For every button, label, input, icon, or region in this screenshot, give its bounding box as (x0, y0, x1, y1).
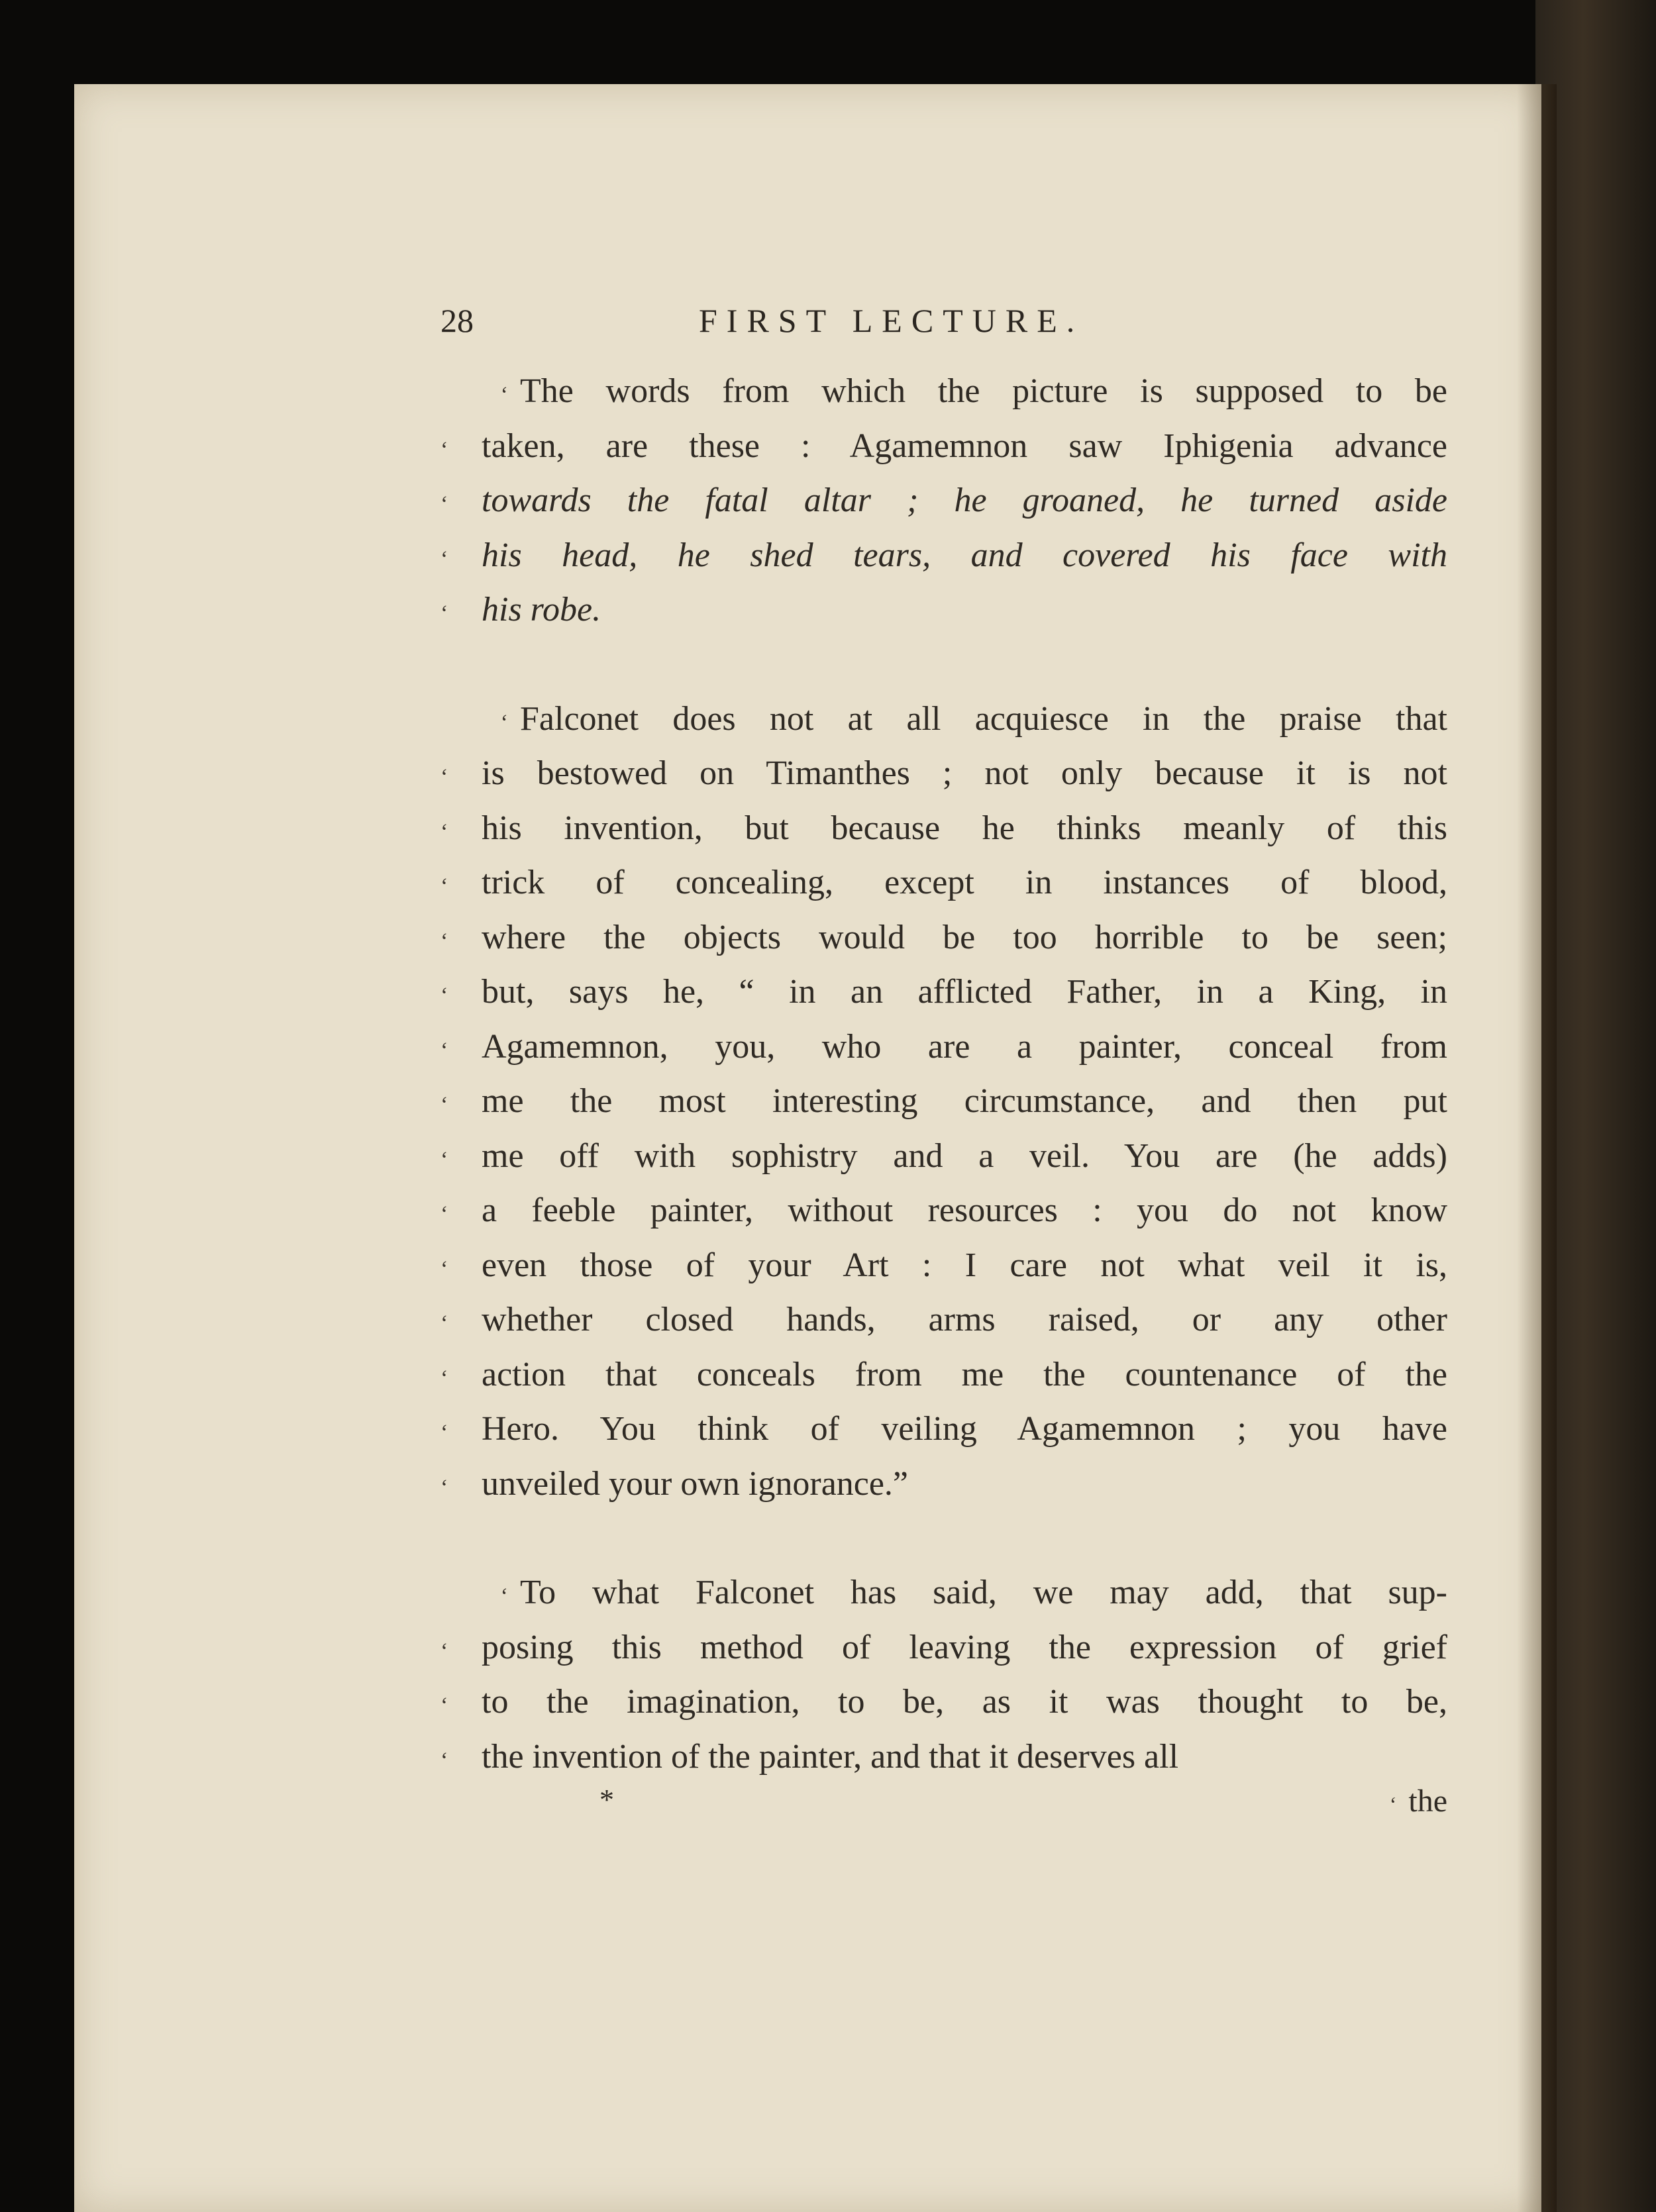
paragraph (440, 364, 1447, 638)
quotation-mark: ‘ (440, 1421, 448, 1445)
quotation-mark: ‘ (440, 1366, 448, 1391)
line-text: Falconet does not at all acquiesce in the praise that (520, 699, 1447, 738)
quotation-mark: ‘ (440, 819, 448, 844)
text-line (440, 1348, 1447, 1403)
text-line (440, 1402, 1447, 1457)
quotation-mark: ‘ (440, 1311, 448, 1336)
line-text: me off with sophistry and a veil. You are (he adds) (482, 1136, 1447, 1175)
quotation-mark: ‘ (440, 1202, 448, 1227)
quotation-mark: ‘ (440, 1475, 448, 1500)
quotation-mark: ‘ (440, 1693, 448, 1718)
quotation-mark: ‘ (440, 1256, 448, 1282)
text-line (440, 364, 1447, 419)
text-line (440, 965, 1447, 1020)
page-footer (440, 1783, 1447, 1823)
text-line (440, 1074, 1447, 1129)
line-text: whether closed hands, arms raised, or any other (482, 1301, 1447, 1338)
line-text: action that conceals from me the countenance of the (482, 1355, 1447, 1393)
quotation-mark: ‘ (440, 492, 448, 517)
line-text: where the objects would be too horrible to be seen; (482, 918, 1447, 956)
line-text: taken, are these : Agamemnon saw Iphigenia advance (482, 427, 1447, 465)
text-line (440, 746, 1447, 801)
text-line (440, 1020, 1447, 1075)
text-line (440, 419, 1447, 474)
page-header (440, 301, 1447, 341)
text-line (440, 801, 1447, 856)
line-text: Hero. You think of veiling Agamemnon ; you have (482, 1410, 1447, 1448)
line-text: To what Falconet has said, we may add, that sup- (520, 1574, 1447, 1611)
quotation-mark: ‘ (500, 1584, 508, 1609)
text-line (440, 1129, 1447, 1184)
quotation-mark: ‘ (440, 601, 448, 626)
line-text: The words from which the picture is supposed to be (520, 372, 1447, 410)
text-line (440, 583, 1447, 638)
quotation-mark: ‘ (440, 765, 448, 789)
text-line (440, 1730, 1447, 1785)
text-line (440, 528, 1447, 583)
line-text: but, says he, “ in an afflicted Father, in a King, in (482, 973, 1447, 1011)
line-text: a feeble painter, without resources : you do not know (482, 1191, 1447, 1229)
page-gutter-shadow (1517, 84, 1557, 2212)
quotation-mark: ‘ (440, 1038, 448, 1063)
quotation-mark: ‘ (440, 1748, 448, 1773)
quotation-mark: ‘ (440, 1093, 448, 1117)
quotation-mark: ‘ (1389, 1792, 1397, 1816)
line-text: the invention of the painter, and that it deserves all (482, 1737, 1179, 1776)
paragraph (440, 692, 1447, 1512)
catchword (1390, 1783, 1447, 1819)
quotation-mark: ‘ (440, 546, 448, 572)
text-line (440, 1675, 1447, 1730)
line-text: unveiled your own ignorance.” (482, 1464, 909, 1503)
line-text: his head, he shed tears, and covered his face with (482, 536, 1447, 574)
quotation-mark: ‘ (440, 437, 448, 462)
page-number: 28 (440, 302, 474, 339)
running-head: FIRST LECTURE. (699, 302, 1084, 339)
text-line (440, 1183, 1447, 1238)
line-text: towards the fatal altar ; he groaned, he turned aside (482, 481, 1447, 519)
quotation-mark: ‘ (440, 1638, 448, 1664)
text-line (440, 911, 1447, 966)
catchword-text: the (1408, 1784, 1447, 1819)
line-text: posing this method of leaving the expression of grief (482, 1628, 1447, 1666)
quotation-mark: ‘ (440, 1147, 448, 1172)
line-text: trick of concealing, except in instances of blood, (482, 864, 1447, 901)
text-line (440, 1566, 1447, 1621)
text-line (440, 856, 1447, 911)
line-text: even those of your Art : I care not what veil it is, (482, 1246, 1447, 1284)
text-line (440, 1621, 1447, 1676)
line-text: is bestowed on Timanthes ; not only because it is not (482, 754, 1447, 792)
text-line (440, 692, 1447, 747)
quotation-mark: ‘ (500, 383, 508, 407)
line-text: his robe. (482, 591, 601, 628)
line-text: his invention, but because he thinks meanly of this (482, 809, 1447, 847)
quotation-mark: ‘ (500, 710, 508, 735)
line-text: Agamemnon, you, who are a painter, conceal from (482, 1027, 1447, 1066)
text-line (440, 474, 1447, 528)
line-text: to the imagination, to be, as it was thought to be, (482, 1683, 1447, 1721)
quotation-mark: ‘ (440, 983, 448, 1008)
line-text: me the most interesting circumstance, and then put (482, 1082, 1447, 1120)
text-line (440, 1238, 1447, 1293)
text-line (440, 1457, 1447, 1512)
quotation-mark: ‘ (440, 874, 448, 899)
text-line (440, 1293, 1447, 1348)
paragraph (440, 1566, 1447, 1784)
quotation-mark: ‘ (440, 929, 448, 954)
signature-mark: * (599, 1784, 614, 1816)
body-text (440, 364, 1447, 1784)
